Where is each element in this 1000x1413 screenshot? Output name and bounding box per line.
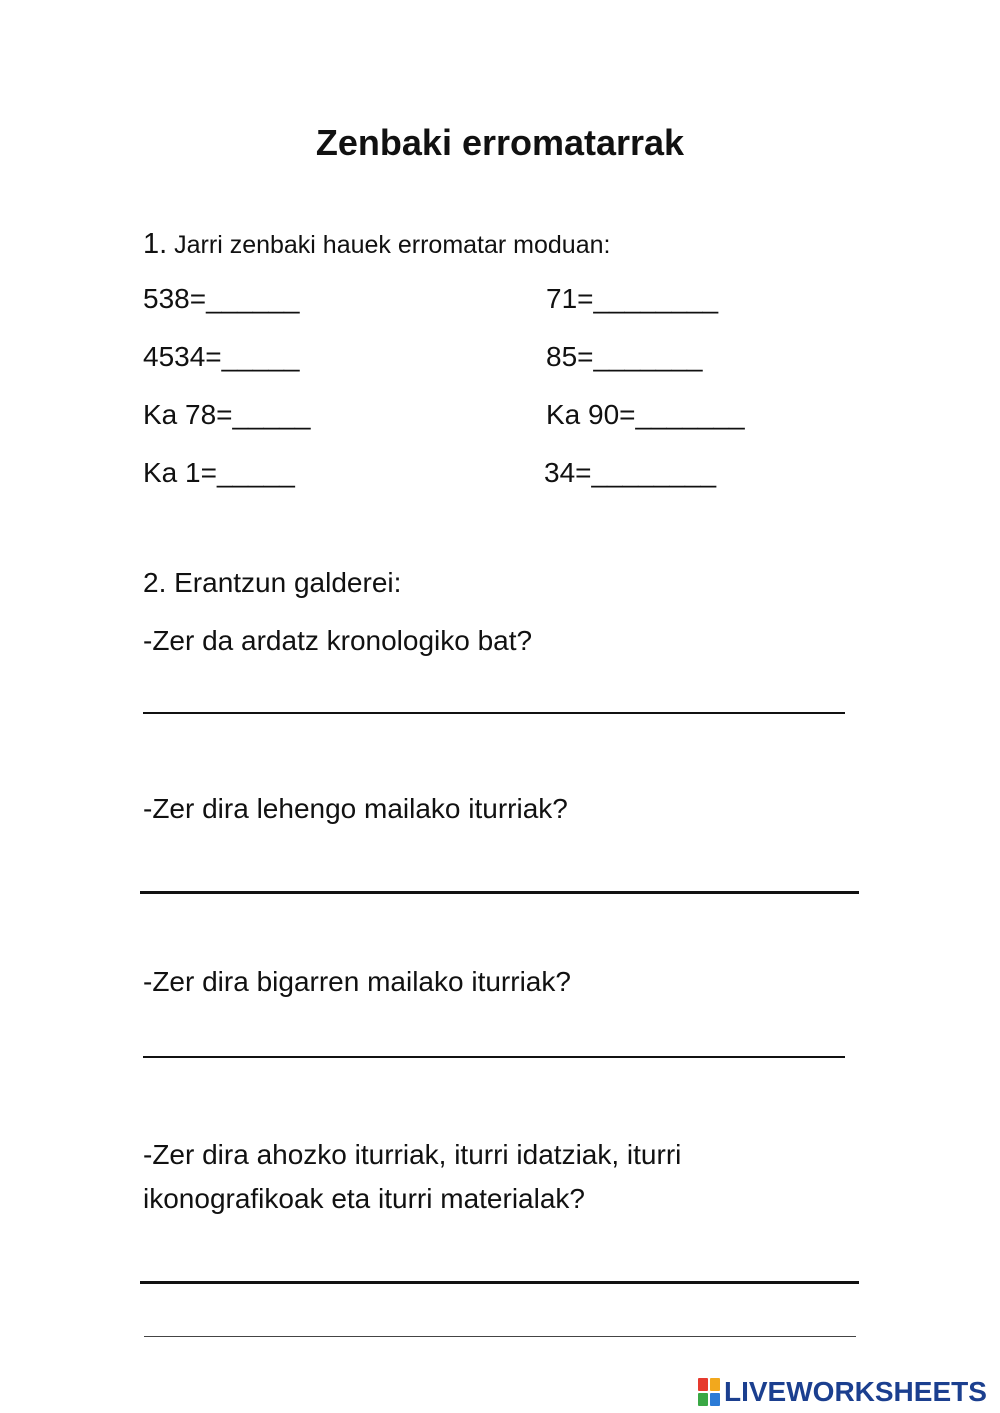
logo-square-orange (710, 1378, 720, 1391)
roman-item-4534[interactable]: 4534=_____ (143, 341, 300, 372)
question-2a-text: -Zer da ardatz kronologiko bat? (143, 625, 533, 656)
question-2b-text: -Zer dira lehengo mailako iturriak? (143, 793, 568, 824)
worksheet-title: Zenbaki erromatarrak (315, 122, 685, 163)
liveworksheets-logo-icon (698, 1378, 720, 1406)
question-1-heading (143, 228, 610, 261)
roman-item-71[interactable]: 71=________ (546, 283, 719, 314)
question-1-instruction: Jarri zenbaki hauek erromatar moduan: (174, 231, 611, 259)
liveworksheets-watermark (698, 1376, 987, 1408)
answer-line-2d[interactable] (140, 1281, 859, 1284)
question-2-heading: 2. Erantzun galderei: (143, 567, 402, 598)
liveworksheets-logo-text: LIVEWORKSHEETS (724, 1376, 987, 1407)
roman-item-34[interactable]: 34=________ (544, 457, 717, 488)
answer-line-2d-extra[interactable] (144, 1336, 856, 1337)
roman-item-ka-90[interactable]: Ka 90=_______ (546, 399, 745, 430)
answer-line-2c[interactable] (143, 1056, 845, 1058)
logo-square-red (698, 1378, 708, 1391)
roman-item-85[interactable]: 85=_______ (546, 341, 703, 372)
answer-line-2b[interactable] (140, 891, 859, 894)
question-2d-text-line1: -Zer dira ahozko iturriak, iturri idatziak, iturri (143, 1139, 682, 1170)
roman-item-ka-78[interactable]: Ka 78=_____ (143, 399, 311, 430)
question-2d-text-line2: ikonografikoak eta iturri materialak? (143, 1183, 585, 1214)
logo-square-blue (710, 1393, 720, 1406)
logo-square-green (698, 1393, 708, 1406)
question-1-number: 1. (143, 228, 168, 260)
roman-item-ka-1[interactable]: Ka 1=_____ (143, 457, 295, 488)
roman-item-538[interactable]: 538=______ (143, 283, 300, 314)
answer-line-2a[interactable] (143, 712, 845, 714)
question-2c-text: -Zer dira bigarren mailako iturriak? (143, 966, 571, 997)
